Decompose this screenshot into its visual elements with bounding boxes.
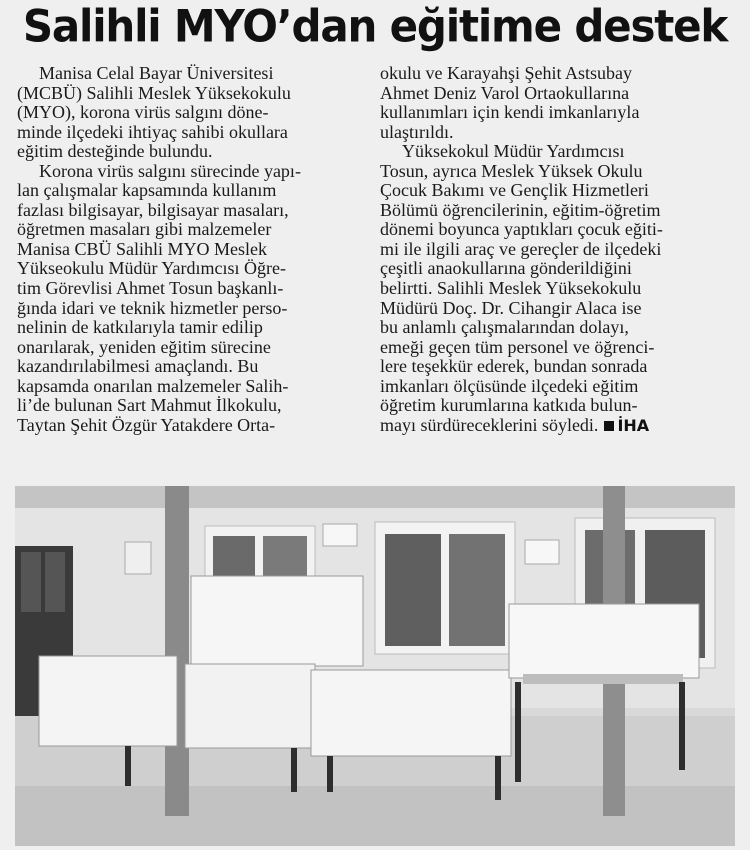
article-line	[17, 220, 362, 240]
article-line-text: bu anlamlı çalışmalarından dolayı,	[380, 317, 629, 338]
article-line	[17, 318, 362, 338]
article-line-text: kullanımları için kendi imkanlarıyla	[380, 102, 640, 123]
article-line-text: Çocuk Bakımı ve Gençlik Hizmetleri	[380, 180, 649, 201]
article-line	[17, 357, 362, 377]
article-line	[17, 338, 362, 358]
article-line	[17, 416, 362, 436]
article-line-text: Yükseokulu Müdür Yardımcısı Öğre-	[17, 258, 286, 279]
article-line-text: (MYO), korona virüs salgını döne-	[17, 102, 269, 123]
article-line	[380, 240, 730, 260]
article-line	[380, 162, 730, 182]
article-photo	[15, 486, 735, 846]
article-line-text: Manisa CBÜ Salihli MYO Meslek	[17, 238, 267, 259]
article-line	[17, 279, 362, 299]
article-line-text: çeşitli anaokullarına gönderildiğini	[380, 258, 632, 279]
article-line	[17, 201, 362, 221]
article-line	[380, 416, 730, 436]
article-line	[380, 318, 730, 338]
article-line	[380, 299, 730, 319]
agency-square-icon	[604, 421, 614, 431]
article-line	[380, 357, 730, 377]
article-line-text: belirtti. Salihli Meslek Yüksekokulu	[380, 278, 642, 299]
article-column-left	[17, 64, 362, 435]
article-line-text: mayı sürdüreceklerini söyledi.	[380, 414, 599, 435]
article-line-text: okulu ve Karayahşi Şehit Astsubay	[380, 63, 632, 83]
article-line-text: lan çalışmalar kapsamında kullanım	[17, 180, 277, 201]
article-line	[380, 84, 730, 104]
article-line-text: nelinin de katkılarıyla tamir edilip	[17, 317, 263, 338]
article-line-text: Bölümü öğrencilerinin, eğitim-öğretim	[380, 199, 661, 220]
article-line	[380, 64, 730, 84]
article-line-text: Ahmet Deniz Varol Ortaokullarına	[380, 82, 630, 103]
article-line	[380, 123, 730, 143]
article-line	[380, 103, 730, 123]
article-line-text: mi ile ilgili araç ve gereçler de ilçedeki	[380, 238, 662, 259]
article-line-text: eğitim desteğinde bulundu.	[17, 141, 213, 162]
article-line	[17, 181, 362, 201]
article-line	[380, 201, 730, 221]
article-line	[17, 142, 362, 162]
article-line	[380, 142, 730, 162]
headline: Salihli MYO’dan eğitime destek	[22, 0, 728, 53]
article-line	[17, 123, 362, 143]
article-line	[17, 162, 362, 182]
article-line-text: minde ilçedeki ihtiyaç sahibi okullara	[17, 121, 288, 142]
article-line-text: li’de bulunan Sart Mahmut İlkokulu,	[17, 395, 282, 416]
article-line	[380, 220, 730, 240]
article-line	[17, 299, 362, 319]
article-line	[17, 259, 362, 279]
article-line	[380, 181, 730, 201]
article-line	[17, 84, 362, 104]
article-line	[17, 103, 362, 123]
article-line-text: ulaştırıldı.	[380, 121, 454, 142]
article-line-text: imkanları ölçüsünde ilçedeki eğitim	[380, 375, 639, 396]
article-line	[17, 64, 362, 84]
article-line-text: dönemi boyunca yaptıkları çocuk eğiti-	[380, 219, 663, 240]
article-line-text: öğretim kurumlarına katkıda bulun-	[380, 395, 638, 416]
article-line-text: kapsamda onarılan malzemeler Salih-	[17, 375, 289, 396]
article-line	[380, 377, 730, 397]
article-line	[17, 396, 362, 416]
article-line-text: öğretmen masaları gibi malzemeler	[17, 219, 272, 240]
article-line	[380, 338, 730, 358]
article-line-text: Manisa Celal Bayar Üniversitesi	[39, 63, 274, 83]
article-line-text: onarılarak, yeniden eğitim sürecine	[17, 336, 271, 357]
photo-illustration	[15, 486, 735, 846]
article-line-text: Yüksekokul Müdür Yardımcısı	[402, 141, 625, 162]
article-line-text: tim Görevlisi Ahmet Tosun başkanlı-	[17, 278, 284, 299]
news-agency: İHA	[617, 415, 650, 435]
article-column-right	[380, 64, 730, 435]
article-line-text: kazandırılabilmesi amaçlandı. Bu	[17, 356, 259, 377]
article-line-text: fazlası bilgisayar, bilgisayar masaları,	[17, 199, 289, 220]
article-line-text: Taytan Şehit Özgür Yatakdere Orta-	[17, 414, 276, 435]
article-line-text: lere teşekkür ederek, bundan sonrada	[380, 356, 648, 377]
article-line	[380, 259, 730, 279]
article-line	[380, 279, 730, 299]
article-line-text: Tosun, ayrıca Meslek Yüksek Okulu	[380, 160, 643, 181]
article-line-text: (MCBÜ) Salihli Meslek Yüksekokulu	[17, 82, 291, 103]
article-line	[17, 240, 362, 260]
article-line-text: ğında idari ve teknik hizmetler perso-	[17, 297, 288, 318]
article-line-text: Korona virüs salgını sürecinde yapı-	[39, 160, 301, 181]
article-line	[17, 377, 362, 397]
article-line-text: Müdürü Doç. Dr. Cihangir Alaca ise	[380, 297, 642, 318]
article-line	[380, 396, 730, 416]
article-line-text: emeği geçen tüm personel ve öğrenci-	[380, 336, 655, 357]
